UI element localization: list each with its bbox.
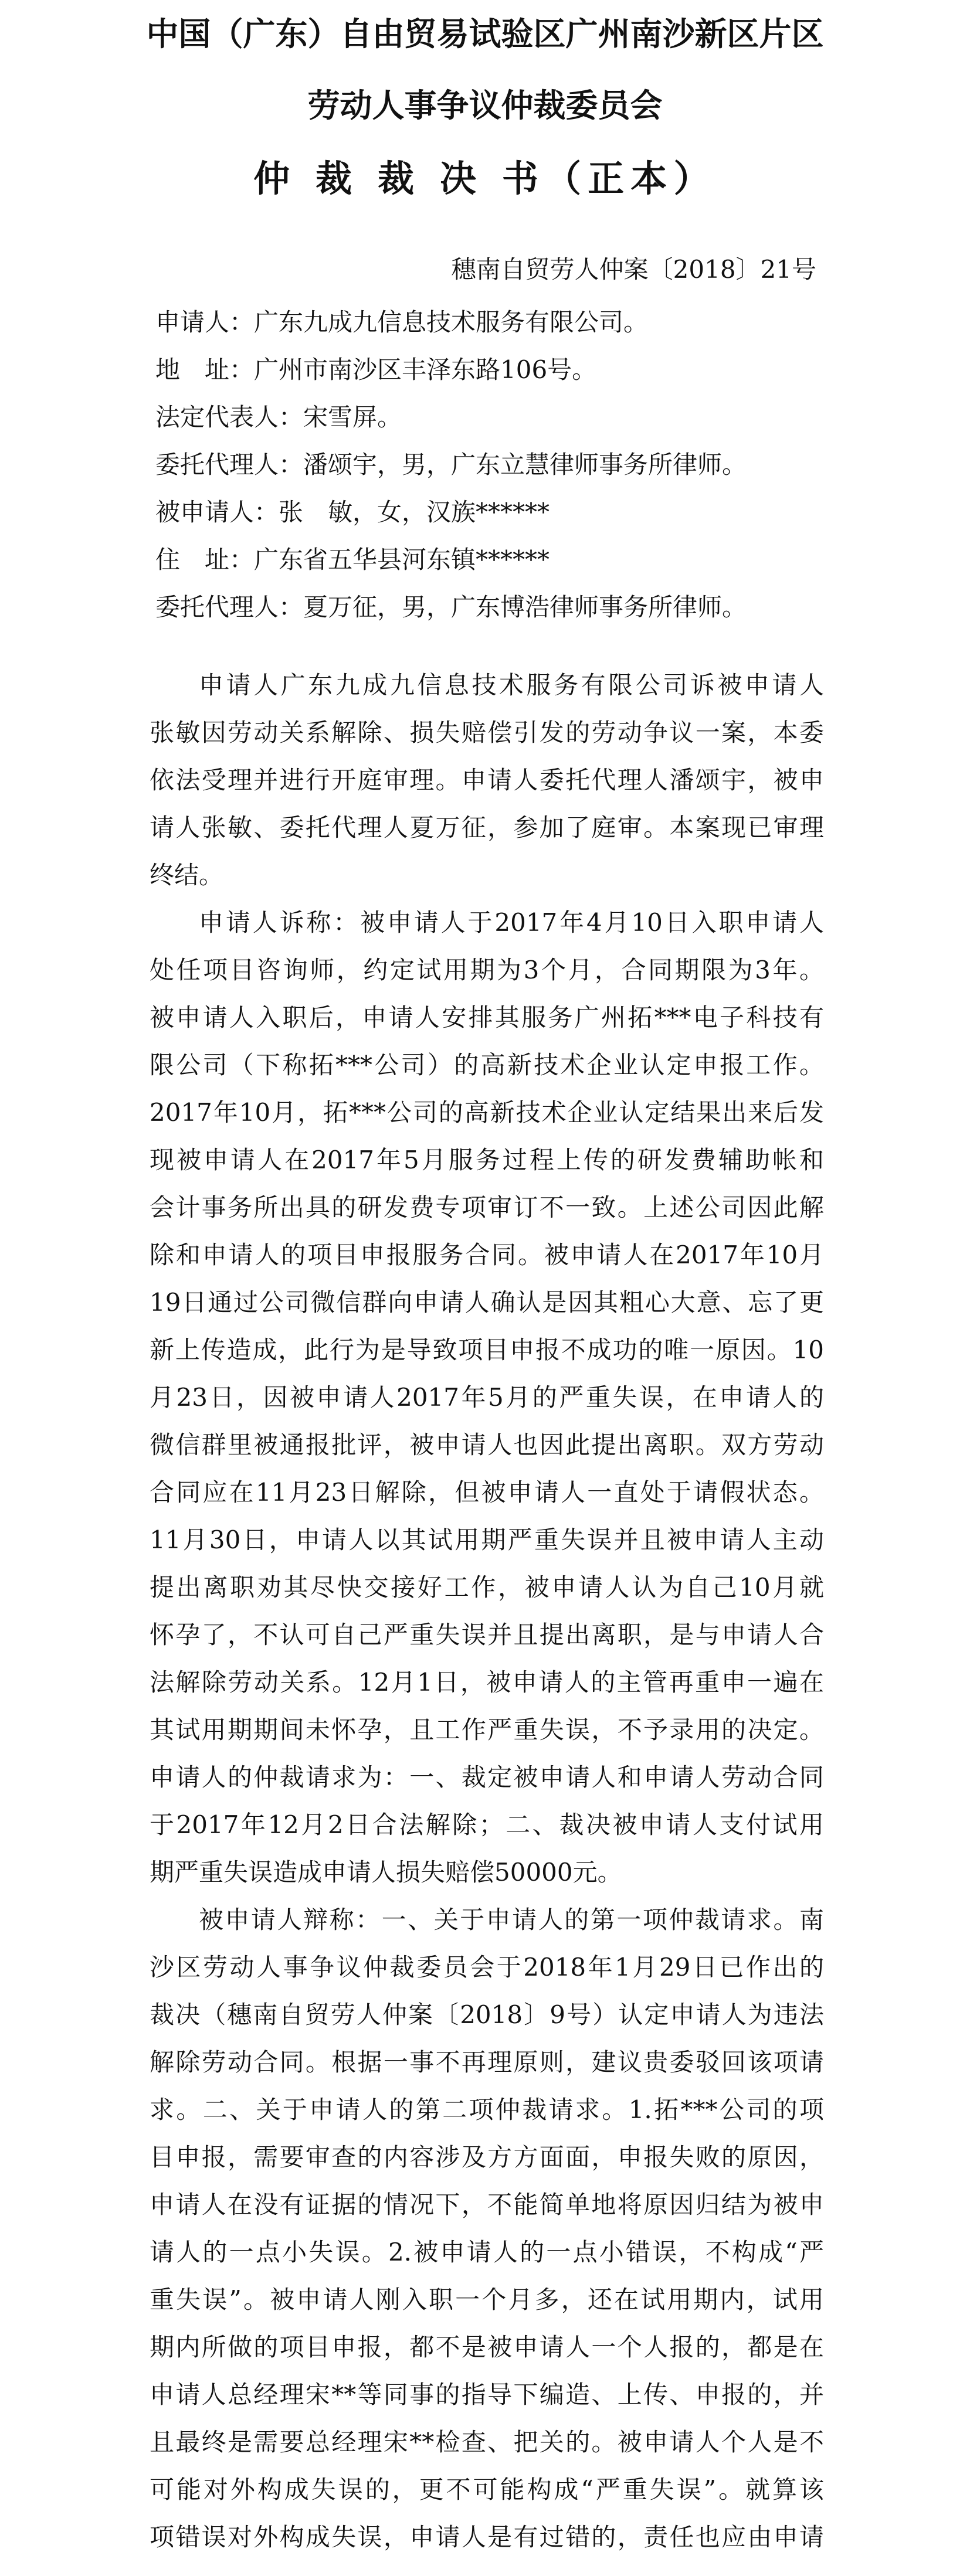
party-line-applicant-address: 地 址：广州市南沙区丰泽东路106号。 (155, 355, 597, 384)
paragraph-line: 沙区劳动人事争议仲裁委员会于2018年1月29日已作出的 (150, 1953, 824, 1982)
paragraph-line: 被申请人辩称：一、关于申请人的第一项仲裁请求。南 (199, 1905, 824, 1934)
committee-title-line1: 中国（广东）自由贸易试验区广州南沙新区片区 (146, 15, 824, 53)
paragraph-applicant-claims (150, 899, 824, 1896)
paragraph-line: 新上传造成，此行为是导致项目申报不成功的唯一原因。10 (150, 1335, 824, 1364)
paragraph-line: 被申请人入职后，申请人安排其服务广州拓***电子科技有 (150, 1003, 824, 1032)
paragraph-line: 11月30日，申请人以其试用期严重失误并且被申请人主动 (150, 1525, 824, 1554)
paragraph-line: 处任项目咨询师，约定试用期为3个月，合同期限为3年。 (150, 956, 824, 984)
paragraph-line: 可能对外构成失误的，更不可能构成“严重失误”。就算该 (150, 2475, 824, 2504)
case-number: 穗南自贸劳人仲案〔2018〕21号 (451, 255, 816, 284)
party-line-legal-representative: 法定代表人：宋雪屏。 (155, 403, 402, 431)
paragraph-line: 申请人诉称：被申请人于2017年4月10日入职申请人 (199, 908, 824, 937)
paragraph-line: 求。二、关于申请人的第二项仲裁请求。1.拓***公司的项 (150, 2095, 824, 2124)
paragraph-line: 期内所做的项目申报，都不是被申请人一个人报的，都是在 (150, 2333, 824, 2361)
paragraph-line: 申请人的仲裁请求为：一、裁定被申请人和申请人劳动合同 (150, 1763, 824, 1792)
paragraph-line: 且最终是需要总经理宋**检查、把关的。被申请人个人是不 (150, 2428, 824, 2456)
paragraph-line: 19日通过公司微信群向申请人确认是因其粗心大意、忘了更 (150, 1288, 824, 1317)
paragraph-line: 依法受理并进行开庭审理。申请人委托代理人潘颂宇，被申 (150, 766, 824, 794)
paragraph-line: 重失误”。被申请人刚入职一个月多，还在试用期内，试用 (150, 2285, 824, 2314)
paragraph-line: 2017年10月，拓***公司的高新技术企业认定结果出来后发 (150, 1098, 824, 1127)
paragraph-line: 合同应在11月23日解除，但被申请人一直处于请假状态。 (150, 1478, 824, 1507)
document-title: 仲 裁 裁 决 书（正本） (253, 157, 717, 200)
committee-title-line2: 劳动人事争议仲裁委员会 (307, 86, 663, 124)
paragraph-line: 提出离职劝其尽快交接好工作，被申请人认为自己10月就 (150, 1573, 824, 1602)
party-line-respondent: 被申请人：张 敏，女，汉族****** (155, 498, 550, 526)
party-line-applicant-agent: 委托代理人：潘颂宇，男，广东立慧律师事务所律师。 (155, 450, 747, 479)
paragraph-line: 项错误对外构成失误，申请人是有过错的，责任也应由申请 (150, 2523, 824, 2551)
document-body (150, 661, 824, 2561)
paragraph-line: 裁决（穗南自贸劳人仲案〔2018〕9号）认定申请人为违法 (150, 2000, 824, 2029)
paragraph-line: 于2017年12月2日合法解除；二、裁决被申请人支付试用 (150, 1810, 824, 1839)
paragraph-respondent-defense (150, 1896, 824, 2561)
paragraph-line: 会计事务所出具的研发费专项审订不一致。上述公司因此解 (150, 1193, 824, 1222)
paragraph-line: 法解除劳动关系。12月1日，被申请人的主管再重申一遍在 (150, 1668, 824, 1697)
paragraph-line: 申请人总经理宋**等同事的指导下编造、上传、申报的，并 (150, 2380, 824, 2409)
paragraph-line: 怀孕了，不认可自己严重失误并且提出离职，是与申请人合 (150, 1620, 824, 1649)
paragraph-line: 请人的一点小失误。2.被申请人的一点小错误，不构成“严 (150, 2238, 824, 2266)
paragraph-line: 微信群里被通报批评，被申请人也因此提出离职。双方劳动 (150, 1430, 824, 1459)
party-line-respondent-agent: 委托代理人：夏万征，男，广东博浩律师事务所律师。 (155, 593, 747, 621)
paragraph-line: 其试用期期间未怀孕，且工作严重失误，不予录用的决定。 (150, 1715, 824, 1744)
paragraph-line: 月23日，因被申请人2017年5月的严重失误，在申请人的 (150, 1383, 824, 1412)
paragraph-line: 现被申请人在2017年5月服务过程上传的研发费辅助帐和 (150, 1146, 824, 1174)
paragraph-line: 限公司（下称拓***公司）的高新技术企业认定申报工作。 (150, 1051, 824, 1079)
paragraph-line: 申请人广东九成九信息技术服务有限公司诉被申请人 (199, 671, 824, 699)
paragraph-line: 目申报，需要审查的内容涉及方方面面，申报失败的原因， (150, 2143, 824, 2171)
party-line-applicant: 申请人：广东九成九信息技术服务有限公司。 (155, 308, 649, 337)
paragraph-line: 解除劳动合同。根据一事不再理原则，建议贵委驳回该项请 (150, 2048, 824, 2077)
paragraph-line: 除和申请人的项目申报服务合同。被申请人在2017年10月 (150, 1241, 824, 1269)
paragraph-line: 请人张敏、委托代理人夏万征，参加了庭审。本案现已审理 (150, 813, 824, 842)
paragraph-line: 张敏因劳动关系解除、损失赔偿引发的劳动争议一案，本委 (150, 718, 824, 747)
party-line-respondent-address: 住 址：广东省五华县河东镇****** (155, 545, 550, 574)
paragraph-line: 申请人在没有证据的情况下，不能简单地将原因归结为被申 (150, 2190, 824, 2219)
paragraph-line: 期严重失误造成申请人损失赔偿50000元。 (150, 1858, 622, 1887)
paragraph-case-intro (150, 661, 824, 899)
paragraph-line: 终结。 (150, 861, 224, 889)
